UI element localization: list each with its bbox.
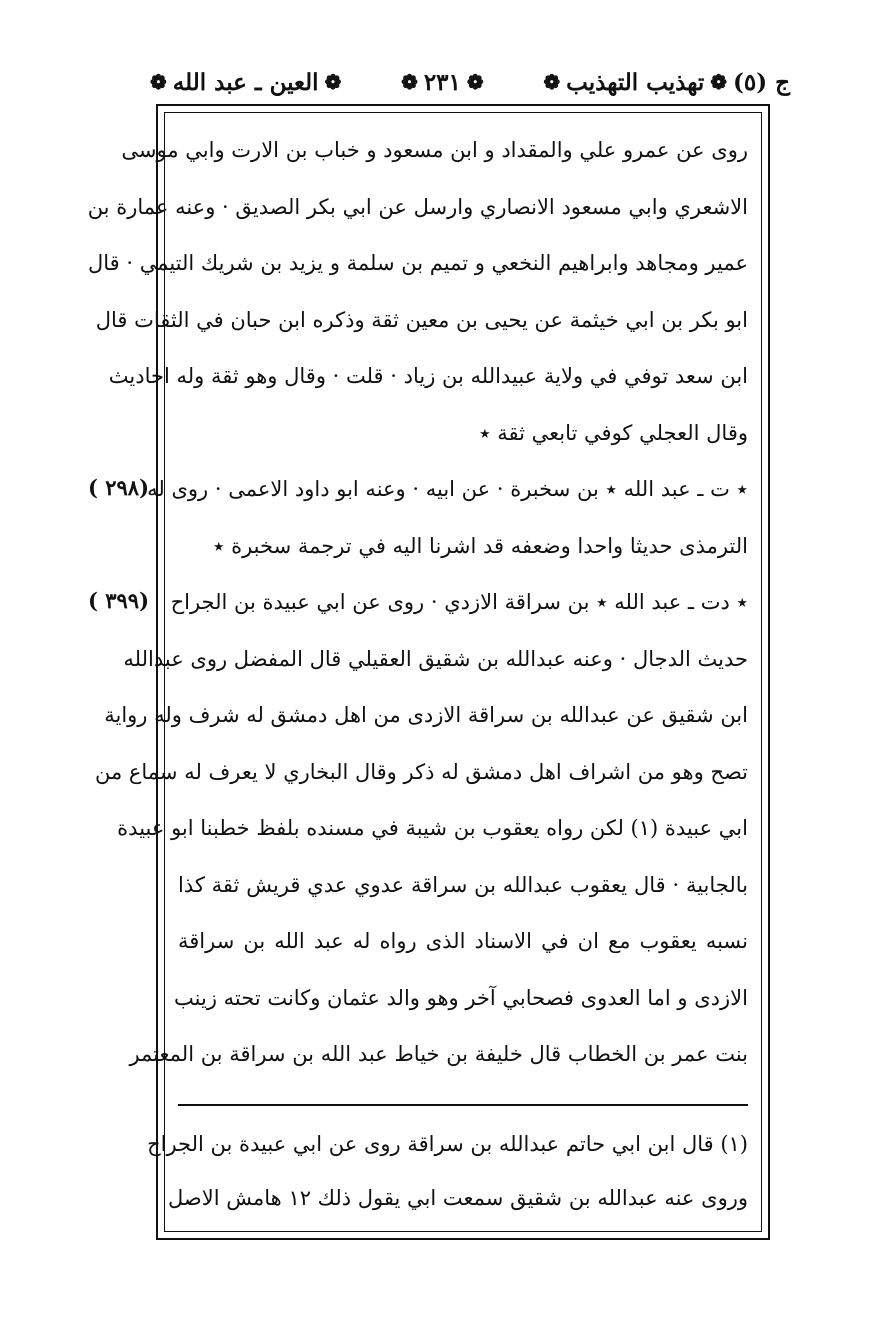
ornament-icon: ❁ bbox=[710, 70, 727, 94]
entry-number: ( ٣٩٩) bbox=[88, 588, 150, 613]
body-line: وقال العجلي كوفي تابعي ثقة ٭ bbox=[479, 420, 748, 445]
body-line: بالجابية · قال يعقوب عبدالله بن سراقة عدوي عدي قريش ثقة كذا bbox=[178, 872, 748, 897]
body-line: ٭ دت ـ عبد الله ٭ بن سراقة الازدي · روى عن ابي عبيدة بن الجراح bbox=[170, 590, 748, 614]
header-page-seg bbox=[401, 69, 484, 96]
body-line: ابو بكر بن ابي خيثمة عن يحيى بن معين ثقة وذكره ابن حبان في الثقات قال bbox=[95, 307, 748, 332]
footnote-line: وروى عنه عبدالله بن شقيق سمعت ابي يقول ذلك ١٢ هامش الاصل bbox=[168, 1186, 748, 1210]
page-number: ٢٣١ bbox=[423, 68, 461, 96]
body-line: عمير ومجاهد وابراهيم النخعي و تميم بن سلمة و يزيد بن شريك التيمي · قال bbox=[87, 251, 748, 275]
entry-number: ( ٢٩٨) bbox=[88, 475, 150, 500]
book-title: تهذيب التهذيب bbox=[566, 68, 705, 96]
body-line: الترمذى حديثا واحدا وضعفه قد اشرنا اليه في ترجمة سخبرة ٭ bbox=[212, 533, 748, 558]
volume-label: ج (٥) bbox=[733, 68, 790, 96]
body-line: ابن شقيق عن عبدالله بن سراقة الازدى من اهل دمشق له شرف وله رواية bbox=[104, 703, 748, 727]
section-title: العين ـ عبد الله bbox=[172, 68, 319, 96]
ornament-icon: ❁ bbox=[543, 70, 561, 94]
body-line: تصح وهو من اشراف اهل دمشق له ذكر وقال البخاري لا يعرف له سماع من bbox=[94, 759, 748, 784]
body-line: ابن سعد توفي في ولاية عبيدالله بن زياد · قلت · وقال وهو ثقة وله احاديث bbox=[108, 364, 748, 388]
body-line: روى عن عمرو علي والمقداد و ابن مسعود و خباب بن الارت وابي موسى bbox=[121, 138, 748, 162]
body-line: بنت عمر بن الخطاب قال خليفة بن خياط عبد الله بن سراقة بن المعتمر bbox=[129, 1042, 748, 1066]
footnotes bbox=[147, 1118, 748, 1226]
body-line: ٭ ت ـ عبد الله ٭ بن سخبرة · عن ابيه · وعنه ابو داود الاعمى · روى له bbox=[147, 477, 748, 501]
footnote-line: (١) قال ابن ابي حاتم عبدالله بن سراقة روى عن ابي عبيدة بن الجراح bbox=[147, 1132, 748, 1156]
footnote-divider bbox=[178, 1104, 748, 1106]
body-line: ابي عبيدة (١) لكن رواه يعقوب بن شيبة في مسنده بلفظ خطبنا ابو عبيدة bbox=[117, 816, 748, 840]
header-volume-seg bbox=[543, 69, 790, 96]
ornament-icon: ❁ bbox=[324, 70, 342, 94]
header-section-seg bbox=[150, 69, 341, 96]
page-header bbox=[150, 62, 790, 102]
ornament-icon: ❁ bbox=[466, 70, 484, 94]
body-line: نسبه يعقوب مع ان في الاسناد الذى رواه له عبد الله بن سراقة bbox=[178, 929, 748, 953]
body-line: الازدى و اما العدوى فصحابي آخر وهو والد عثمان وكانت تحته زينب bbox=[174, 985, 748, 1010]
body-line: الاشعري وابي مسعود الانصاري وارسل عن ابي بكر الصديق · وعنه عمارة بن bbox=[87, 194, 748, 219]
ornament-icon: ❁ bbox=[150, 70, 167, 94]
body-line: حديث الدجال · وعنه عبدالله بن شقيق العقيلي قال المفضل روى عبدالله bbox=[123, 646, 748, 671]
ornament-icon: ❁ bbox=[401, 70, 418, 94]
